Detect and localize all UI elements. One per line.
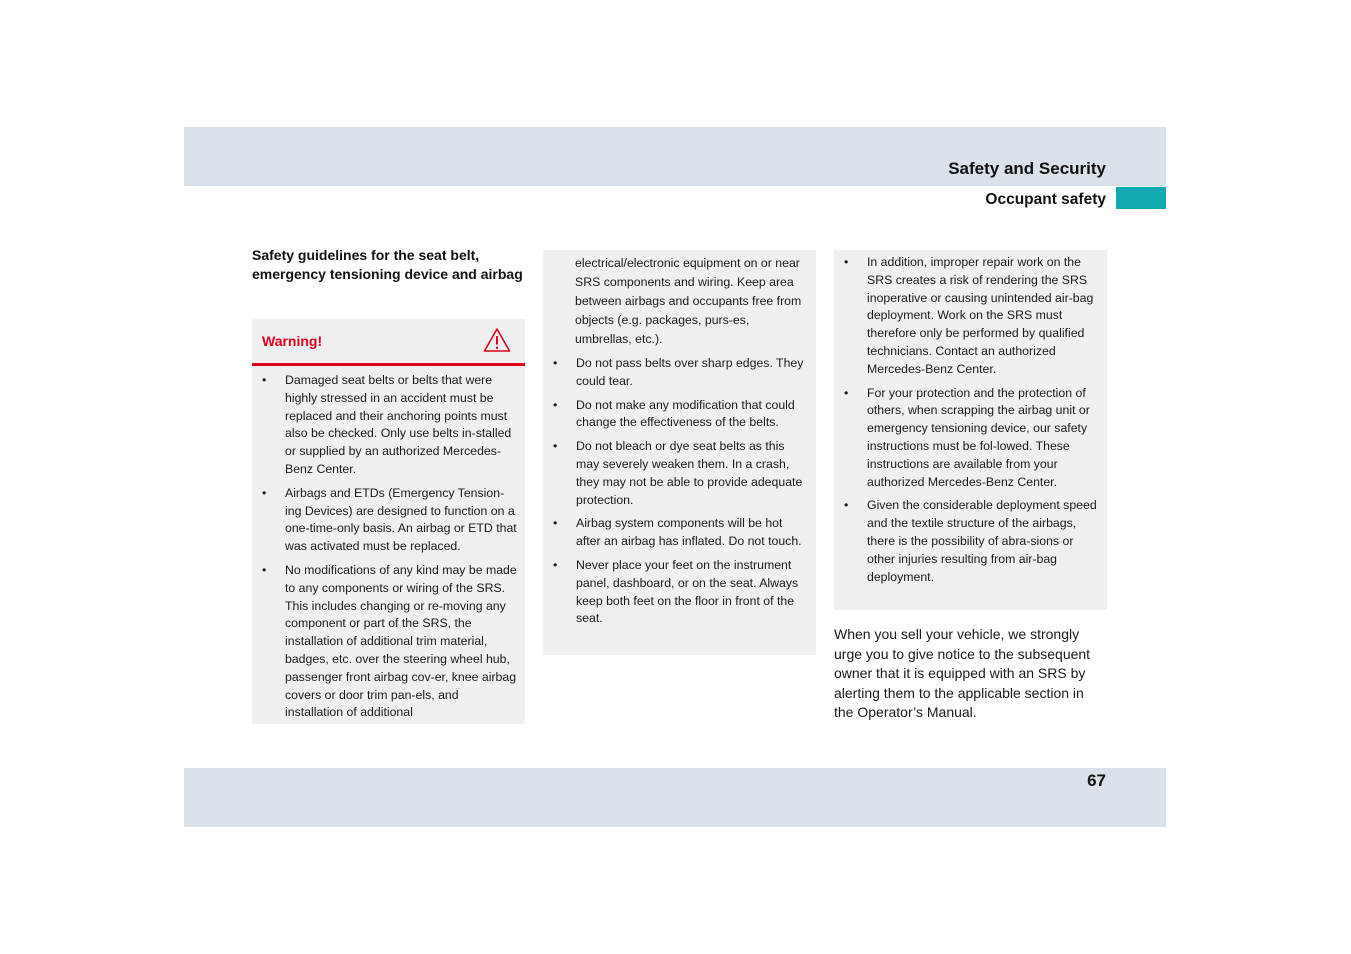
list-item: • Never place your feet on the instrument panel, dashboard, or on the seat. Always keep both feet on the floor in front of the seat. (553, 557, 799, 626)
warning-box-continued-2 (834, 250, 1107, 610)
list-item: • Given the considerable deployment speed and the textile structure of the airbags, there is the possibility of abra-sions or other injuries resulting from air-bag deployment. (844, 498, 1097, 584)
list-item: • For your protection and the protection of others, when scrapping the airbag unit or emergency tensioning device, our safety instructions must be fol-lowed. These instructions are available from your authorized Mercedes-Benz Center. (844, 385, 1090, 489)
list-item: • Do not bleach or dye seat belts as this may severely weaken them. In a crash, they may not be able to provide adequate protection. (553, 439, 803, 507)
sub-title: Occupant safety (985, 191, 1106, 208)
closing-paragraph: When you sell your vehicle, we strongly urge you to give notice to the subsequent owner that it is equipped with an SRS by alerting them to the applicable section in the Operator’s Manual. (834, 626, 1091, 720)
warning-list-column-2 (543, 355, 816, 628)
warning-header (252, 319, 525, 366)
section-tab-marker (1116, 187, 1166, 209)
list-item: • Do not make any modification that could change the effectiveness of the belts. (553, 397, 795, 430)
list-item: • No modifications of any kind may be made to any components or wiring of the SRS. This includes changing or re-moving any component or part of the SRS, the installation of additional trim material, badges, etc. over the steering wheel hub, passenger front airbag cov-er, knee airbag covers or door trim pan-els, and installation of additional (262, 562, 517, 720)
footer-band (184, 768, 1166, 827)
list-item: • In addition, improper repair work on the SRS creates a risk of rendering the SRS inoperative or causing unintended air-bag deployment. Work on the SRS must therefore only be performed by qualified technicians. Contact an authorized Mercedes-Benz Center. (844, 255, 1094, 376)
list-item: • Airbag system components will be hot after an airbag has inflated. Do not touch. (553, 516, 802, 549)
section-title: Safety and Security (948, 159, 1106, 178)
continued-text: electrical/electronic equipment on or near SRS components and wiring. Keep area between airbags and occupants free from objects (e.g. packages, purs-es, umbrellas, etc.). (575, 256, 802, 346)
warning-list-column-1 (252, 366, 525, 722)
warning-label: Warning! (262, 333, 323, 349)
warning-triangle-icon (483, 327, 511, 353)
page-heading: Safety guidelines for the seat belt, emergency tensioning device and airbag (252, 247, 523, 282)
warning-box-continued (543, 250, 816, 655)
page-number: 67 (1087, 771, 1106, 790)
warning-list-column-3 (834, 250, 1107, 586)
list-item: • Do not pass belts over sharp edges. They could tear. (553, 356, 804, 388)
warning-box (252, 319, 525, 724)
list-item: • Damaged seat belts or belts that were highly stressed in an accident must be replaced and their anchoring points must also be checked. Only use belts in-stalled or supplied by an authorized Mercedes-Benz Center. (262, 373, 512, 476)
list-item: • Airbags and ETDs (Emergency Tension-ing Devices) are designed to function on a one-time-only basis. An airbag or ETD that was activated must be replaced. (262, 485, 517, 554)
